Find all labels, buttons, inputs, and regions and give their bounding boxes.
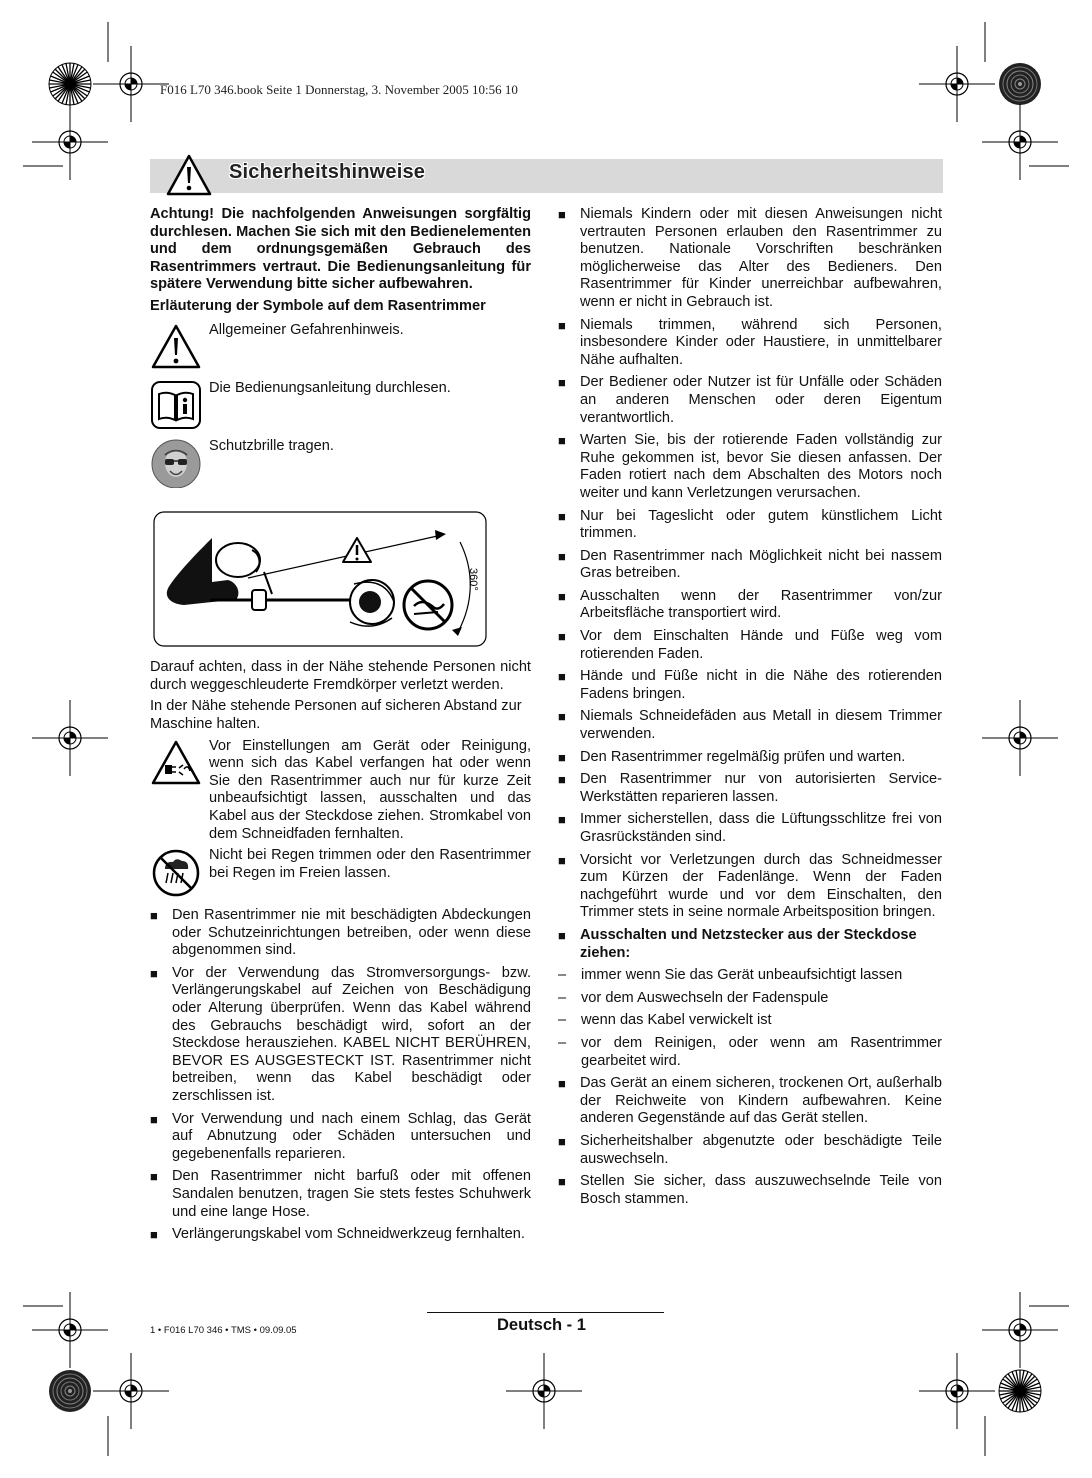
symbol-text: Schutzbrille tragen. bbox=[209, 437, 334, 454]
bullet-marker: ■ bbox=[558, 927, 566, 943]
list-item: ■ Nur bei Tageslicht oder gutem künstlichem Licht trimmen. bbox=[558, 507, 942, 542]
dash-marker: – bbox=[558, 967, 567, 984]
intro-warning: Achtung! Die nachfolgenden Anweisungen sorgfältig durchlesen. Machen Sie sich mit den Bedienelementen und dem ordnungsgemäßen Gebrauch des Rasentrimmers vertraut. Die Bedienungsanleitung für spätere Verwendung bitte sicher aufbewahren. bbox=[150, 206, 531, 293]
list-item: ■ Vor Verwendung und nach einem Schlag, das Gerät auf Abnutzung oder Schäden untersuchen und gegebenenfalls reparieren. bbox=[150, 1110, 531, 1162]
symbol-general-hazard bbox=[150, 322, 531, 372]
list-item: ■ Vor dem Einschalten Hände und Füße weg vom rotierenden Faden. bbox=[558, 628, 942, 662]
list-item: ■ Hände und Füße nicht in die Nähe des rotierenden Fadens bringen. bbox=[558, 668, 942, 702]
page-number: Deutsch - 1 bbox=[497, 1316, 586, 1334]
bullet-marker: ■ bbox=[558, 669, 566, 685]
left-column bbox=[150, 206, 531, 1249]
trimmer-safety-figure bbox=[152, 510, 488, 648]
list-item: ■ Immer sicherstellen, dass die Lüftungsschlitze frei von Grasrückständen sind. bbox=[558, 811, 942, 845]
dash-item: – vor dem Reinigen, oder wenn am Rasentrimmer gearbeitet wird. bbox=[558, 1034, 942, 1069]
list-item: ■ Warten Sie, bis der rotierende Faden vollständig zur Ruhe gekommen ist, bevor Sie diesen anfassen. Der Faden rotiert nach dem Abschalten des Motors noch weiter und kann Verletzungen verursachen. bbox=[558, 432, 942, 501]
bullet-marker: ■ bbox=[558, 852, 566, 868]
symbol-text: Die Bedienungsanleitung durchlesen. bbox=[209, 379, 451, 396]
bullet-marker: ■ bbox=[558, 709, 566, 725]
warning-triangle-icon bbox=[150, 322, 202, 372]
warning-triangle-icon bbox=[165, 153, 213, 197]
bullet-marker: ■ bbox=[150, 965, 158, 981]
list-item: ■ Niemals Schneidefäden aus Metall in diesem Trimmer verwenden. bbox=[558, 708, 942, 743]
book-header: F016 L70 346.book Seite 1 Donnerstag, 3. November 2005 10:56 10 bbox=[160, 82, 518, 97]
bullet-marker: ■ bbox=[558, 629, 566, 645]
right-column bbox=[558, 206, 942, 1213]
bullet-marker: ■ bbox=[150, 1227, 158, 1243]
bullet-marker: ■ bbox=[150, 1111, 158, 1127]
symbol-no-rain bbox=[150, 847, 531, 897]
dash-item: – wenn das Kabel verwickelt ist bbox=[558, 1012, 772, 1029]
list-item: ■ Den Rasentrimmer nicht barfuß oder mit offenen Sandalen benutzen, tragen Sie stets festes Schuhwerk und eine lange Hose. bbox=[150, 1168, 531, 1220]
read-manual-icon bbox=[150, 380, 202, 430]
no-rain-icon bbox=[150, 847, 202, 897]
list-item: ■ Sicherheitshalber abgenutzte oder beschädigte Teile auswechseln. bbox=[558, 1132, 942, 1167]
page-title: Sicherheitshinweise bbox=[229, 161, 426, 183]
unplug-heading: ■ Ausschalten und Netzstecker aus der Steckdose ziehen: bbox=[558, 926, 917, 961]
dash-marker: – bbox=[558, 1034, 567, 1051]
bullet-marker: ■ bbox=[558, 317, 566, 333]
bullet-marker: ■ bbox=[558, 1076, 566, 1092]
list-item: ■ Vor der Verwendung das Stromversorgungs- bzw. Verlängerungskabel auf Zeichen von Beschädigung oder Alterung überprüfen. Wenn das Kabel während des Gebrauchs beschädigt wird, sofort an der Steckdose herausziehen. KABEL NICHT BERÜHREN, BEVOR ES AUSGESTECKT IST. Rasentrimmer nicht betreiben, wenn das Kabel beschädigt oder zerschlissen ist. bbox=[150, 964, 531, 1105]
list-item: ■ Den Rasentrimmer regelmäßig prüfen und warten. bbox=[558, 748, 906, 765]
unplug-warning-icon bbox=[150, 738, 202, 788]
rotation-label: 360° bbox=[467, 567, 479, 591]
symbol-safety-glasses bbox=[150, 438, 531, 488]
paragraph-distance: In der Nähe stehende Personen auf sicheren Abstand zur Maschine halten. bbox=[150, 698, 522, 732]
list-item: ■ Verlängerungskabel vom Schneidwerkzeug fernhalten. bbox=[150, 1226, 525, 1243]
bullet-marker: ■ bbox=[558, 772, 566, 788]
dash-item: – immer wenn Sie das Gerät unbeaufsichtigt lassen bbox=[558, 967, 903, 984]
bullet-marker: ■ bbox=[558, 433, 566, 449]
safety-glasses-icon bbox=[150, 438, 202, 488]
list-item: ■ Vorsicht vor Verletzungen durch das Schneidmesser zum Kürzen der Fadenlänge. Wenn der Faden nachgeführt wurde und vor dem Einschalten, den Trimmer stets in seine normale Arbeitsposition bringen. bbox=[558, 851, 942, 921]
bullet-marker: ■ bbox=[558, 588, 566, 604]
symbol-unplug bbox=[150, 738, 531, 844]
bullet-marker: ■ bbox=[150, 1169, 158, 1185]
symbol-text: Allgemeiner Gefahrenhinweis. bbox=[209, 321, 404, 338]
symbols-heading: Erläuterung der Symbole auf dem Rasentrimmer bbox=[150, 297, 486, 314]
bullet-marker: ■ bbox=[558, 1133, 566, 1149]
bullet-marker: ■ bbox=[150, 908, 158, 924]
list-item: ■ Stellen Sie sicher, dass auszuwechselnde Teile von Bosch stammen. bbox=[558, 1173, 942, 1207]
dash-marker: – bbox=[558, 1012, 567, 1029]
footer-rule bbox=[427, 1312, 664, 1313]
bullet-marker: ■ bbox=[558, 375, 566, 391]
dash-marker: – bbox=[558, 989, 567, 1006]
symbol-text: Vor Einstellungen am Gerät oder Reinigung, wenn sich das Kabel verfangen hat oder wenn Sie den Rasentrimmer auch nur für kurze Zeit unbeaufsichtigt lassen, ausschalten und das Kabel aus der Steckdose ziehen. Stromkabel von dem Schneidfaden fernhalten. bbox=[209, 737, 531, 842]
bullet-marker: ■ bbox=[558, 508, 566, 524]
list-item: ■ Das Gerät an einem sicheren, trockenen Ort, außerhalb der Reichweite von Kindern aufbewahren. Keine anderen Gegenstände auf das Gerät stellen. bbox=[558, 1075, 942, 1127]
symbol-read-manual bbox=[150, 380, 531, 430]
symbol-text: Nicht bei Regen trimmen oder den Rasentrimmer bei Regen im Freien lassen. bbox=[209, 847, 531, 881]
bullet-marker: ■ bbox=[558, 207, 566, 222]
list-item: ■ Den Rasentrimmer nie mit beschädigten Abdeckungen oder Schutzeinrichtungen betreiben, oder wenn diese abgenommen sind. bbox=[150, 907, 531, 959]
bullet-marker: ■ bbox=[558, 749, 566, 765]
list-item: ■ Niemals Kindern oder mit diesen Anweisungen nicht vertrauten Personen erlauben den Rasentrimmer zu benutzen. Nationale Vorschriften beschränken möglicherweise das Alter des Bedieners. Den Rasentrimmer für Kinder unerreichbar aufbewahren, wenn er nicht in Gebrauch ist. bbox=[558, 206, 942, 310]
list-item: ■ Niemals trimmen, während sich Personen, insbesondere Kinder oder Haustiere, in unmittelbarer Nähe aufhalten. bbox=[558, 316, 942, 368]
bullet-marker: ■ bbox=[558, 548, 566, 564]
dash-item: – vor dem Auswechseln der Fadenspule bbox=[558, 989, 829, 1006]
list-item: ■ Den Rasentrimmer nach Möglichkeit nicht bei nassem Gras betreiben. bbox=[558, 547, 942, 582]
list-item: ■ Den Rasentrimmer nur von autorisierten Service-Werkstätten reparieren lassen. bbox=[558, 771, 942, 805]
list-item: ■ Ausschalten wenn der Rasentrimmer von/zur Arbeitsfläche transportiert wird. bbox=[558, 587, 942, 622]
footer-print-code: 1 • F016 L70 346 • TMS • 09.09.05 bbox=[150, 1325, 297, 1336]
left-bullet-list bbox=[150, 907, 531, 1244]
bullet-marker: ■ bbox=[558, 812, 566, 828]
bullet-marker: ■ bbox=[558, 1174, 566, 1190]
list-item: ■ Der Bediener oder Nutzer ist für Unfälle oder Schäden an anderen Menschen oder deren Eigentum verantwortlich. bbox=[558, 374, 942, 426]
paragraph-bystanders: Darauf achten, dass in der Nähe stehende Personen nicht durch weggeschleuderte Fremdkörper verletzt werden. bbox=[150, 659, 531, 693]
